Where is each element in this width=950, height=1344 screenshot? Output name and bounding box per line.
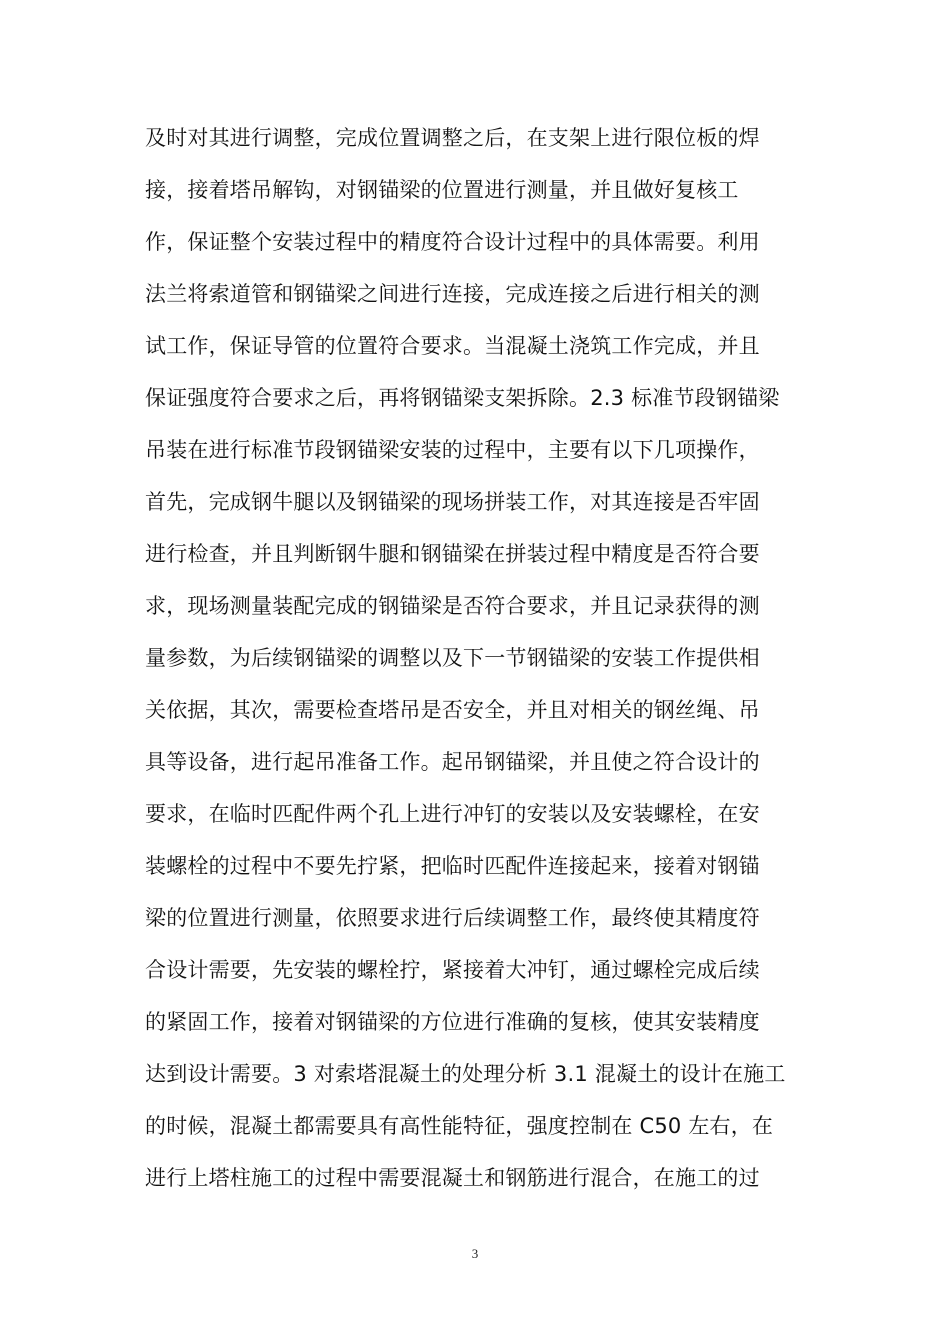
text-line: 的时候，混凝土都需要具有高性能特征，强度控制在 C50 左右，在	[145, 1114, 774, 1138]
text-line: 作，保证整个安装过程中的精度符合设计过程中的具体需要。利用	[145, 230, 760, 254]
text-line: 吊装在进行标准节段钢锚梁安装的过程中，主要有以下几项操作，	[145, 438, 760, 462]
text-line: 梁的位置进行测量，依照要求进行后续调整工作，最终使其精度符	[145, 906, 760, 930]
text-line: 求，现场测量装配完成的钢锚梁是否符合要求，并且记录获得的测	[145, 594, 760, 618]
page-number: 3	[471, 1246, 479, 1261]
text-line: 接，接着塔吊解钩，对钢锚梁的位置进行测量，并且做好复核工	[145, 178, 739, 202]
body-text	[145, 118, 825, 1210]
text-line: 首先，完成钢牛腿以及钢锚梁的现场拼装工作，对其连接是否牢固	[145, 490, 760, 514]
text-line: 关依据，其次，需要检查塔吊是否安全，并且对相关的钢丝绳、吊	[145, 698, 760, 722]
text-line: 的紧固工作，接着对钢锚梁的方位进行准确的复核，使其安装精度	[145, 1010, 760, 1034]
text-line: 进行上塔柱施工的过程中需要混凝土和钢筋进行混合，在施工的过	[145, 1166, 760, 1190]
text-line: 具等设备，进行起吊准备工作。起吊钢锚梁，并且使之符合设计的	[145, 750, 760, 774]
text-line: 量参数，为后续钢锚梁的调整以及下一节钢锚梁的安装工作提供相	[145, 646, 760, 670]
text-line: 装螺栓的过程中不要先拧紧，把临时匹配件连接起来，接着对钢锚	[145, 854, 760, 878]
text-line: 达到设计需要。3 对索塔混凝土的处理分析 3.1 混凝土的设计在施工	[145, 1062, 786, 1086]
text-line: 进行检查，并且判断钢牛腿和钢锚梁在拼装过程中精度是否符合要	[145, 542, 760, 566]
text-line: 保证强度符合要求之后，再将钢锚梁支架拆除。2.3 标准节段钢锚梁	[145, 386, 780, 410]
text-line: 合设计需要，先安装的螺栓拧，紧接着大冲钉，通过螺栓完成后续	[145, 958, 760, 982]
text-line: 试工作，保证导管的位置符合要求。当混凝土浇筑工作完成，并且	[145, 334, 760, 358]
text-line: 法兰将索道管和钢锚梁之间进行连接，完成连接之后进行相关的测	[145, 282, 760, 306]
text-line: 及时对其进行调整，完成位置调整之后，在支架上进行限位板的焊	[145, 126, 760, 150]
text-line: 要求，在临时匹配件两个孔上进行冲钉的安装以及安装螺栓，在安	[145, 802, 760, 826]
